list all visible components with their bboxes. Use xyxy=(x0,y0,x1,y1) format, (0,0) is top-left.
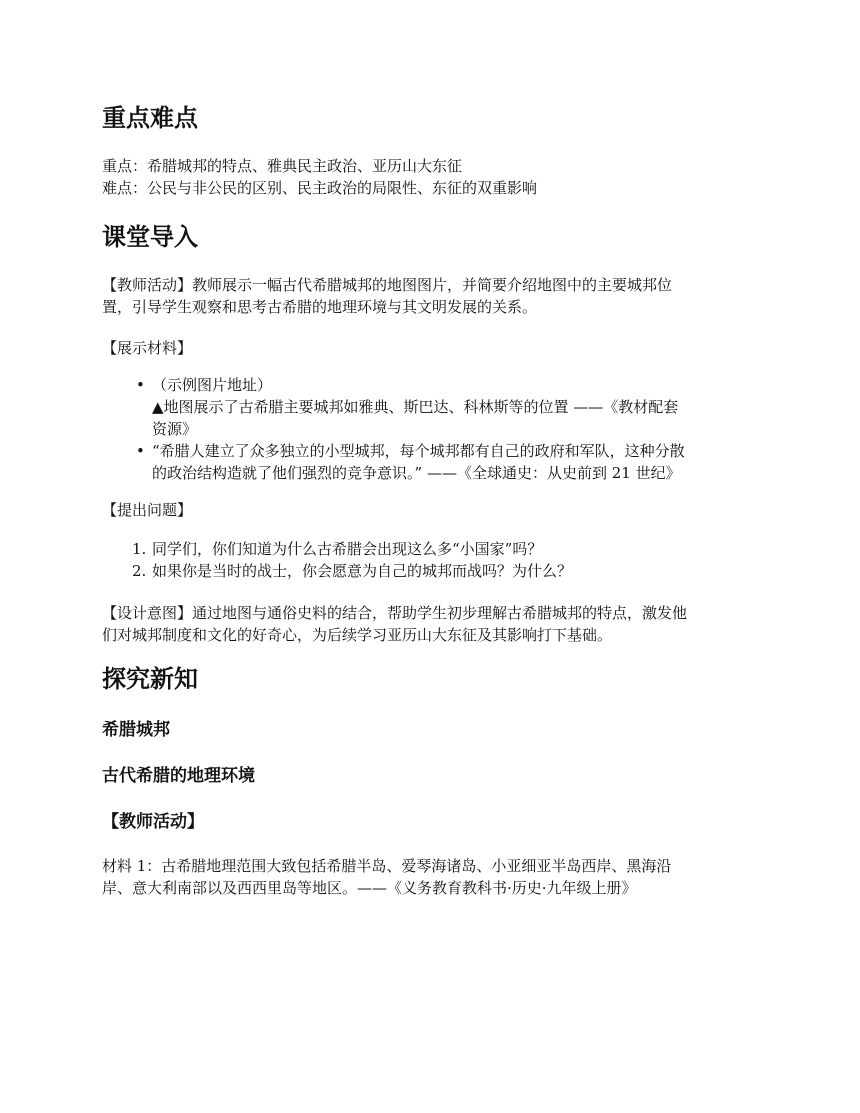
material-line: “希腊人建立了众多独立的小型城邦，每个城邦都有自己的政府和军队，这种分散 xyxy=(152,442,685,460)
list-item xyxy=(132,560,752,582)
subheading-geography: 古代希腊的地理环境 xyxy=(102,766,255,786)
material1-line1: 材料 1：古希腊地理范围大致包括希腊半岛、爱琴海诸岛、小亚细亚半岛西岸、黑海沿 xyxy=(102,857,672,875)
teacher-activity-line1: 【教师活动】教师展示一幅古代希腊城邦的地图图片，并简要介绍地图中的主要城邦位 xyxy=(102,276,673,294)
material-line: 的政治结构造就了他们强烈的竞争意识。” ——《全球通史：从史前到 21 世纪》 xyxy=(152,464,681,482)
heading-explore: 探究新知 xyxy=(102,665,198,693)
design-intent-line2: 们对城邦制度和文化的好奇心，为后续学习亚历山大东征及其影响打下基础。 xyxy=(102,626,613,644)
teacher-activity-label: 【教师活动】 xyxy=(102,812,204,832)
heading-key-points: 重点难点 xyxy=(102,104,198,132)
teacher-activity-line2: 置，引导学生观察和思考古希腊的地理环境与其文明发展的关系。 xyxy=(102,298,538,316)
material1-line2: 岸、意大利南部以及西西里岛等地区。——《义务教育教科书·历史·九年级上册》 xyxy=(102,879,637,897)
key-points-line: 重点：希腊城邦的特点、雅典民主政治、亚历山大东征 xyxy=(102,157,463,175)
list-item xyxy=(136,440,756,484)
material-line: 资源》 xyxy=(152,420,198,438)
material-line: （示例图片地址） xyxy=(152,376,273,394)
materials-label: 【展示材料】 xyxy=(102,339,193,357)
difficult-points-line: 难点：公民与非公民的区别、民主政治的局限性、东征的双重影响 xyxy=(102,179,538,197)
question-text: 同学们，你们知道为什么古希腊会出现这么多“小国家”吗？ xyxy=(152,540,543,558)
subheading-greek-city-states: 希腊城邦 xyxy=(102,720,170,740)
design-intent-line1: 【设计意图】通过地图与通俗史料的结合，帮助学生初步理解古希腊城邦的特点，激发他 xyxy=(102,604,688,622)
questions-label: 【提出问题】 xyxy=(102,501,193,519)
material-line: ▲地图展示了古希腊主要城邦如雅典、斯巴达、科林斯等的位置 ——《教材配套 xyxy=(152,398,679,416)
bullet-icon: • xyxy=(136,376,145,394)
bullet-icon: • xyxy=(136,442,145,460)
list-item xyxy=(136,374,756,440)
question-text: 如果你是当时的战士，你会愿意为自己的城邦而战吗？为什么？ xyxy=(152,562,573,580)
questions-list xyxy=(132,538,752,582)
list-marker: 2. xyxy=(132,562,147,580)
list-marker: 1. xyxy=(132,540,147,558)
materials-list xyxy=(136,374,756,484)
heading-class-intro: 课堂导入 xyxy=(102,223,198,251)
list-item xyxy=(132,538,752,560)
